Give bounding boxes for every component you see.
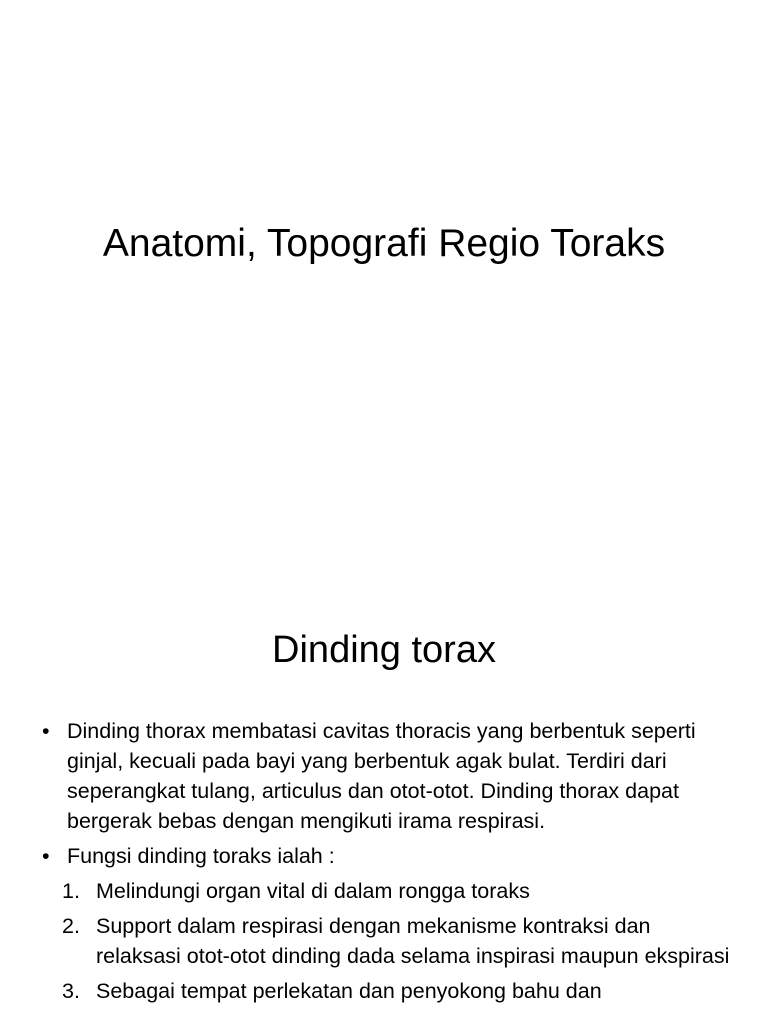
numbered-text: Melindungi organ vital di dalam rongga toraks <box>96 879 530 903</box>
bullet-mark: • <box>42 844 50 868</box>
bullet-item <box>40 841 740 871</box>
numbered-item <box>40 911 740 971</box>
number-mark: 3. <box>62 979 80 1003</box>
numbered-text: Sebagai tempat perlekatan dan penyokong bahu dan <box>96 979 602 1003</box>
numbered-item <box>40 876 740 906</box>
numbered-item <box>40 976 740 1006</box>
bullet-text: Fungsi dinding toraks ialah : <box>67 844 335 868</box>
slide-dinding-torax <box>0 576 768 1024</box>
bullet-text: Dinding thorax membatasi cavitas thoracis yang berbentuk seperti ginjal, kecuali pada bayi yang berbentuk agak bulat. Terdiri dari seperangkat tulang, articulus dan otot-otot. Dinding thorax dapat bergerak bebas dengan mengikuti irama respirasi. <box>67 719 696 833</box>
numbered-list <box>40 876 740 1006</box>
slide-content <box>40 716 740 1011</box>
number-mark: 2. <box>62 914 80 938</box>
number-mark: 1. <box>62 879 80 903</box>
presentation-title: Anatomi, Topografi Regio Toraks <box>102 222 666 265</box>
slide-heading: Dinding torax <box>272 629 496 671</box>
bullet-item <box>40 716 740 836</box>
numbered-text: Support dalam respirasi dengan mekanisme kontraksi dan relaksasi otot-otot dinding dada selama inspirasi maupun ekspirasi <box>96 914 730 968</box>
bullet-mark: • <box>42 719 50 743</box>
